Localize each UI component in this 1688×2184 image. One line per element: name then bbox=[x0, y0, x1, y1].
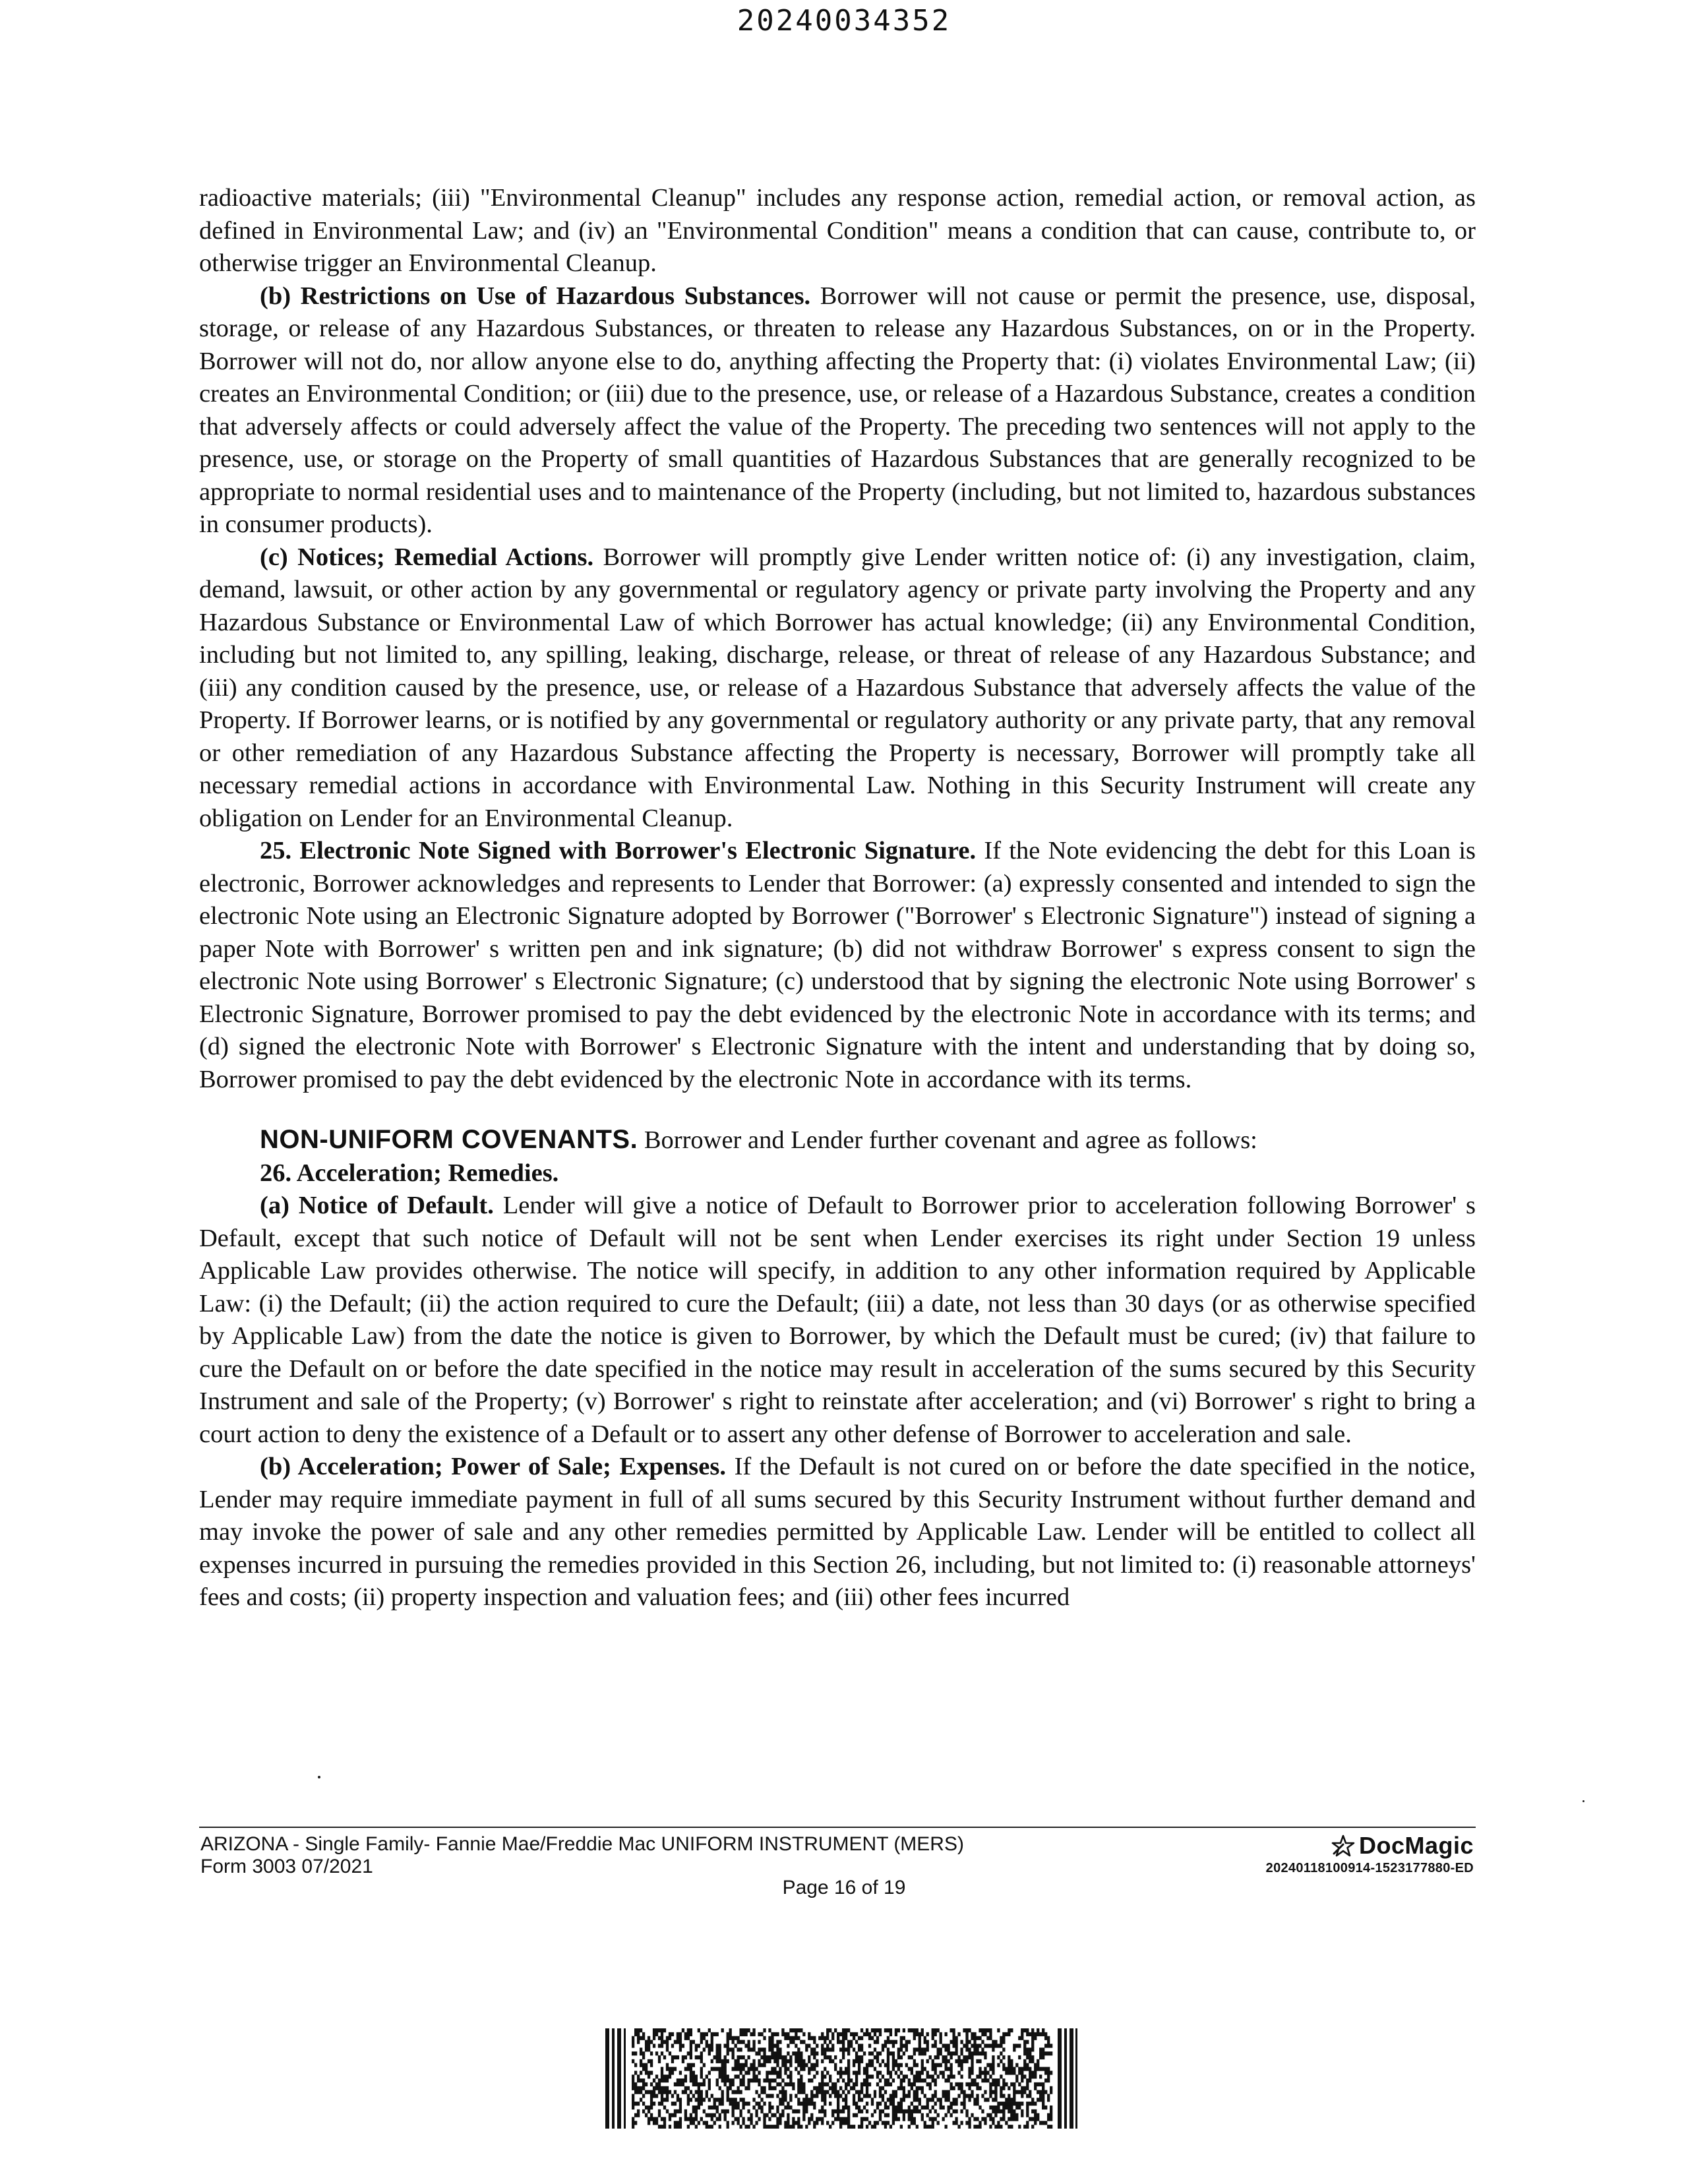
document-id: 20240118100914-1523177880-ED bbox=[1265, 1861, 1474, 1875]
section-heading-c: (c) Notices; Remedial Actions. bbox=[260, 543, 594, 571]
non-uniform-covenants-heading: NON-UNIFORM COVENANTS. bbox=[260, 1125, 638, 1154]
document-body bbox=[199, 182, 1476, 1614]
section-text-b: Borrower will not cause or permit the presence, use, disposal, storage, or release of any Hazardous Substances, or threaten to release any Hazardous Substances, on or in the Property. Borrower will not do, nor allow anyone else to do, anything affecting the Property that: (i) violates Environmental Law; (ii) creates an Environmental Condition; or (iii) due to the presence, use, or release of a Hazardous Substance, creates a condition that adversely affects or could adversely affect the value of the Property. The preceding two sentences will not apply to the presence, use, or storage on the Property of small quantities of Hazardous Substances that are generally recognized to be appropriate to normal residential uses and to maintenance of the Property (including, but not limited to, hazardous substances in consumer products). bbox=[199, 282, 1476, 538]
paragraph-environmental-definitions: radioactive materials; (iii) "Environmental Cleanup" includes any response action, remedial action, or removal action, as defined in Environmental Law; and (iv) an "Environmental Condition" means a condition that can cause, contribute to, or otherwise trigger an Environmental Cleanup. bbox=[199, 184, 1476, 277]
section-heading-26b: (b) Acceleration; Power of Sale; Expenses. bbox=[260, 1453, 726, 1480]
section-heading-26: 26. Acceleration; Remedies. bbox=[260, 1159, 559, 1187]
paragraph-restrictions-hazardous bbox=[199, 280, 1476, 541]
docmagic-logo bbox=[1266, 1832, 1474, 1860]
recording-number: 20240034352 bbox=[737, 4, 951, 38]
barcode-image bbox=[605, 2028, 1080, 2129]
paragraph-notice-of-default bbox=[199, 1190, 1476, 1451]
paragraph-notices-remedial bbox=[199, 541, 1476, 835]
paragraph-acceleration-power-of-sale bbox=[199, 1451, 1476, 1614]
footer-brand-block bbox=[1266, 1832, 1474, 1876]
scan-speck bbox=[318, 1776, 320, 1778]
section-text-c: Borrower will promptly give Lender written notice of: (i) any investigation, claim, demand, lawsuit, or other action by any governmental or regulatory agency or private party involving the Property and any Hazardous Substance or Environmental Law of which Borrower has actual knowledge; (ii) any Environmental Condition, including but not limited to, any spilling, leaking, discharge, release, or threat of release of any Hazardous Substance; and (iii) any condition caused by the presence, use, or release of a Hazardous Substance that adversely affects the value of the Property. If Borrower learns, or is notified by any governmental or regulatory authority or any private party, that any removal or other remediation of any Hazardous Substance affecting the Property is necessary, Borrower will promptly take all necessary remedial actions in accordance with Environmental Law. Nothing in this Security Instrument will create any obligation on Lender for an Environmental Cleanup. bbox=[199, 543, 1476, 832]
paragraph-non-uniform-covenants bbox=[199, 1124, 1476, 1157]
section-heading-25: 25. Electronic Note Signed with Borrower's Electronic Signature. bbox=[260, 837, 977, 864]
footer-divider bbox=[199, 1827, 1476, 1828]
form-title: ARIZONA - Single Family- Fannie Mae/Freddie Mac UNIFORM INSTRUMENT (MERS) bbox=[200, 1833, 964, 1855]
section-heading-b: (b) Restrictions on Use of Hazardous Substances. bbox=[260, 282, 811, 310]
section-text-26a: Lender will give a notice of Default to Borrower prior to acceleration following Borrower' s Default, except that such notice of Default will not be sent when Lender exercises its right under Section 19 unless Applicable Law provides otherwise. The notice will specify, in addition to any other information required by Applicable Law: (i) the Default; (ii) the action required to cure the Default; (iii) a date, not less than 30 days (or as otherwise specified by Applicable Law) from the date the notice is given to Borrower, by which the Default must be cured; (iv) that failure to cure the Default on or before the date specified in the notice may result in acceleration of the sums secured by this Security Instrument and sale of the Property; (v) Borrower' s right to reinstate after acceleration; and (vi) Borrower' s right to bring a court action to deny the existence of a Default or to assert any other defense of Borrower to acceleration and sale. bbox=[199, 1192, 1476, 1448]
form-number: Form 3003 07/2021 bbox=[200, 1856, 373, 1877]
paragraph-section-26 bbox=[199, 1157, 1476, 1190]
paragraph-section-25 bbox=[199, 835, 1476, 1096]
brand-name: DocMagic bbox=[1358, 1832, 1474, 1859]
page-number: Page 16 of 19 bbox=[782, 1877, 906, 1898]
star-icon bbox=[1331, 1834, 1355, 1858]
non-uniform-covenants-text: Borrower and Lender further covenant and agree as follows: bbox=[638, 1126, 1257, 1154]
footer-form-info bbox=[200, 1833, 964, 1878]
scan-speck bbox=[1582, 1800, 1584, 1802]
section-text-26b: If the Default is not cured on or before the date specified in the notice, Lender may require immediate payment in full of all sums secured by this Security Instrument without further demand and may invoke the power of sale and any other remedies permitted by Applicable Law. Lender will be entitled to collect all expenses incurred in pursuing the remedies provided in this Section 26, including, but not limited to: (i) reasonable attorneys' fees and costs; (ii) property inspection and valuation fees; and (iii) other fees incurred bbox=[199, 1453, 1476, 1611]
section-text-25: If the Note evidencing the debt for this Loan is electronic, Borrower acknowledges and represents to Lender that Borrower: (a) expressly consented and intended to sign the electronic Note using an Electronic Signature adopted by Borrower ("Borrower' s Electronic Signature") instead of signing a paper Note with Borrower' s written pen and ink signature; (b) did not withdraw Borrower' s express consent to sign the electronic Note using Borrower' s Electronic Signature; (c) understood that by signing the electronic Note using Borrower' s Electronic Signature, Borrower promised to pay the debt evidenced by the electronic Note in accordance with its terms; and (d) signed the electronic Note with Borrower' s Electronic Signature with the intent and understanding that by doing so, Borrower promised to pay the debt evidenced by the electronic Note in accordance with its terms. bbox=[199, 837, 1476, 1093]
section-heading-26a: (a) Notice of Default. bbox=[260, 1192, 494, 1219]
